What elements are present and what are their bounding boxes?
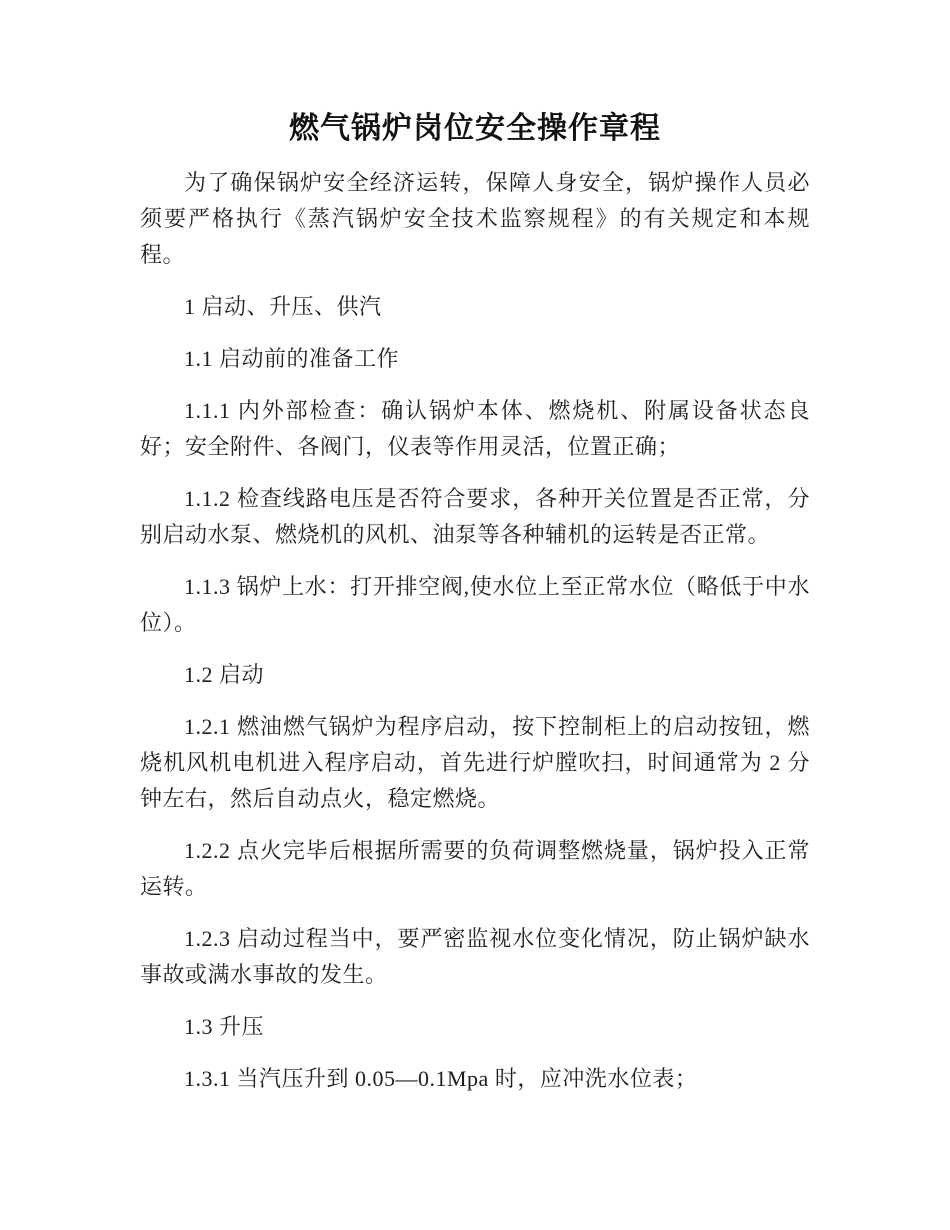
clause-1-2-1: 1.2.1 燃油燃气锅炉为程序启动，按下控制柜上的启动按钮，燃烧机风机电机进入程序启动，首先进行炉膛吹扫，时间通常为 2 分钟左右，然后自动点火，稳定燃烧。 — [140, 714, 810, 811]
clause-1-2-3: 1.2.3 启动过程当中，要严密监视水位变化情况，防止锅炉缺水事故或满水事故的发生。 — [140, 926, 810, 987]
section-1-heading: 1 启动、升压、供汽 — [184, 294, 382, 319]
section-1-2-heading: 1.2 启动 — [184, 662, 265, 687]
clause-1-1-3: 1.1.3 锅炉上水：打开排空阀,使水位上至正常水位（略低于中水位）。 — [140, 574, 810, 635]
section-1-1-heading: 1.1 启动前的准备工作 — [184, 346, 400, 371]
document-title: 燃气锅炉岗位安全操作章程 — [289, 112, 661, 145]
section-1-3-heading: 1.3 升压 — [184, 1014, 265, 1039]
intro-paragraph: 为了确保锅炉安全经济运转，保障人身安全，锅炉操作人员必须要严格执行《蒸汽锅炉安全技术监察规程》的有关规定和本规程。 — [140, 170, 810, 267]
document-body — [140, 165, 810, 1097]
clause-1-1-1: 1.1.1 内外部检查：确认锅炉本体、燃烧机、附属设备状态良好；安全附件、各阀门，仪表等作用灵活，位置正确； — [140, 398, 810, 459]
clause-1-1-2: 1.1.2 检查线路电压是否符合要求，各种开关位置是否正常，分别启动水泵、燃烧机的风机、油泵等各种辅机的运转是否正常。 — [140, 486, 810, 547]
clause-1-2-2: 1.2.2 点火完毕后根据所需要的负荷调整燃烧量，锅炉投入正常运转。 — [140, 838, 810, 899]
clause-1-3-1: 1.3.1 当汽压升到 0.05—0.1Mpa 时，应冲洗水位表； — [184, 1066, 698, 1091]
